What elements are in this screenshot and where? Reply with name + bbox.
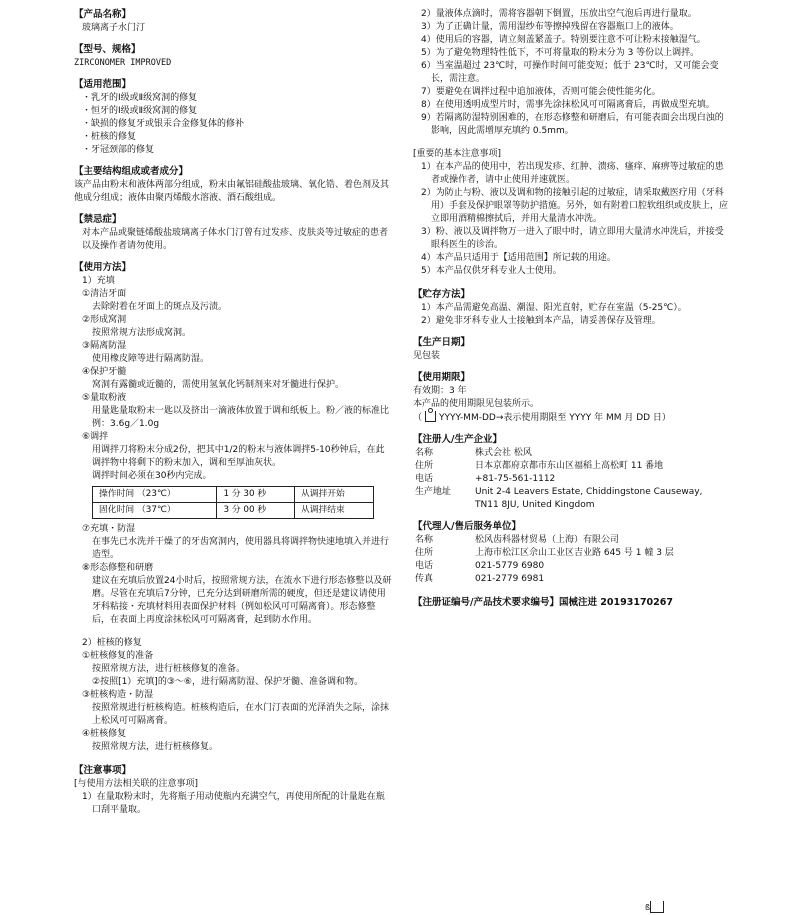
info-value: 021-5779 6980 xyxy=(475,561,545,571)
note-item: 3）粉、液以及调拌物万一进入了眼中时，请立即用大量清水冲洗后，并接受眼科医生的诊治。 xyxy=(421,227,724,250)
registrant-section xyxy=(413,433,729,512)
agent-heading: 【代理人/售后服务单位】 xyxy=(413,521,521,532)
usage-heading: 【使用方法】 xyxy=(74,262,132,273)
important-notes-heading: [重要的基本注意事项] xyxy=(413,149,502,159)
note-item: 2）量液体点滴时，需将容器朝下倒置，压放出空气泡后再进行量取。 xyxy=(421,9,697,19)
usage-part-title: 1）充填 xyxy=(82,276,115,286)
step-title: ②按照[1）充填]的③～⑥，进行隔离防湿、保护牙髓、准备调和物。 xyxy=(92,677,363,687)
product-name-value: 玻璃离子水门汀 xyxy=(82,23,146,33)
scope-item: ・牙冠颈部的修复 xyxy=(82,145,155,155)
step-title: ③桩核构造・防湿 xyxy=(82,690,154,700)
table-cell: 3 分 00 秒 xyxy=(217,503,294,519)
note-item: 8）在使用透明成型片时，需事先涂抹松风可可隔离膏后，再做成型充填。 xyxy=(421,100,715,110)
step-desc: 按照常规方法，进行桩核修复的准备。 xyxy=(92,664,246,674)
step-desc: 建议在充填后放置24小时后，按照常规方法，在流水下进行形态修整以及研磨。尽管在充填后7分钟，已充分达到研磨所需的硬度，但还是建议请使用牙科粘接・充填材料用表面保护材料（例如松风可可隔离膏）。形态修整后，在表面上再度涂抹松风可可隔离膏，起到防水作用。 xyxy=(92,576,392,625)
note-item: 5）为了避免物理特性低下，不可将量取的粉末分为 3 等份以上调拌。 xyxy=(421,48,700,58)
registrant-heading: 【注册人/生产企业】 xyxy=(413,434,502,445)
agent-section xyxy=(413,520,729,586)
table-cell: 1 分 30 秒 xyxy=(217,487,294,503)
scope-item: ・缺损的修复牙或银汞合金修复体的修补 xyxy=(82,119,245,129)
expiry-paren: （ xyxy=(413,413,423,423)
note-item: 6）当室温超过 23℃时，可操作时间可能变短；低于 23℃时，又可能会变长，需注意。 xyxy=(421,61,719,84)
note-item: 1）在本产品的使用中，若出现发疹、红肿、溃疡、瘙痒、麻痹等过敏症的患者或操作者，请中止使用并速就医。 xyxy=(421,162,724,185)
info-value: Unit 2-4 Leavers Estate, Chiddingstone Causeway, TN11 8JU, United Kingdom xyxy=(475,487,703,510)
step-desc: 按照常规方法形成窝洞。 xyxy=(92,328,192,338)
info-value: 上海市松江区佘山工业区吉业路 645 号 1 幢 3 层 xyxy=(475,548,674,558)
step-title: ①清洁牙面 xyxy=(82,289,127,299)
notes-subheading: [与使用方法相关联的注意事项] xyxy=(74,779,199,789)
scope-item: ・乳牙的Ⅰ级或Ⅱ级窝洞的修复 xyxy=(82,93,198,103)
info-label: 传真 xyxy=(415,574,434,584)
storage-section xyxy=(413,288,729,328)
note-item: 4）本产品只适用于【适用范围】所记载的用途。 xyxy=(421,253,616,263)
step-title: ⑤量取粉液 xyxy=(82,393,127,403)
info-label: 名称 xyxy=(415,448,434,458)
contraindication-heading: 【禁忌症】 xyxy=(74,214,122,225)
note-item: 2）为防止与粉、液以及调和物的接触引起的过敏症，请采取戴医疗用（牙科用）手套及保护眼罩等防护措施。另外，如有附着口腔软组织或皮肤上，应立即用酒精棉擦拭后，并用大量清水冲洗。 xyxy=(421,188,729,224)
expiry-line: 有效期：3 年 xyxy=(413,386,467,396)
usage-section xyxy=(74,261,392,754)
step-title: ⑥调拌 xyxy=(82,432,109,442)
step-desc: 按照常规方法，进行桩核修复。 xyxy=(92,742,219,752)
model-value: ZIRCONOMER IMPROVED xyxy=(74,58,172,68)
notes-heading: 【注意事项】 xyxy=(74,765,132,776)
registration-number: 【注册证编号/产品技术要求编号】国械注进 20193170267 xyxy=(413,597,673,608)
contraindication-section xyxy=(74,213,392,253)
scope-heading: 【适用范围】 xyxy=(74,79,132,90)
table-row xyxy=(93,503,374,519)
note-item: 7）要避免在调拌过程中追加液体，否则可能会使性能劣化。 xyxy=(421,87,661,97)
info-label: 生产地址 xyxy=(415,487,452,497)
registration-section xyxy=(413,596,729,609)
product-name-heading: 【产品名称】 xyxy=(74,9,132,20)
table-cell: 从调拌开始 xyxy=(294,487,373,503)
note-item: 5）本产品仅供牙科专业人士使用。 xyxy=(421,266,562,276)
step-desc: 用量匙量取粉末一匙以及挤出一滴液体放置于调和纸板上。粉／液的标准比例：3.6g／1.0g xyxy=(92,406,390,429)
expiry-line: 本产品的使用期限见包装所示。 xyxy=(413,399,540,409)
note-item: 3）为了正确计量，需用湿纱布等擦掉残留在容器瓶口上的液体。 xyxy=(421,22,679,32)
info-label: 电话 xyxy=(415,474,434,484)
expiry-line: YYYY-MM-DD→表示使用期限至 YYYY 年 MM 月 DD 日） xyxy=(439,413,671,423)
note-item: 4）使用后的容器，请立刻盖紧盖子。特别要注意不可让粉末接触湿气。 xyxy=(421,35,706,45)
info-value: 松风齿科器材贸易（上海）有限公司 xyxy=(475,535,620,545)
composition-heading: 【主要结构组成或者成分】 xyxy=(74,166,189,177)
step-desc: 去除附着在牙面上的斑点及污渍。 xyxy=(92,302,228,312)
mixing-time-table xyxy=(92,486,374,519)
table-cell: 从调拌结束 xyxy=(294,503,373,519)
storage-item: 2）避免非牙科专业人士接触到本产品，请妥善保存及管理。 xyxy=(421,316,661,326)
scope-item: ・桩核的修复 xyxy=(82,132,137,142)
step-desc: 在事先已水洗并干燥了的牙齿窝洞内，使用器具将调拌物快速地填入并进行造型。 xyxy=(92,537,390,560)
scope-item: ・恒牙的Ⅰ级或Ⅱ级窝洞的修复 xyxy=(82,106,198,116)
left-column xyxy=(74,8,392,825)
step-desc: 按照常规进行桩核构造。桩核构造后，在水门汀表面的光泽消失之际，涂抹上松风可可隔离膏。 xyxy=(92,703,390,726)
footer-glyph: ß xyxy=(645,903,651,912)
notes-section xyxy=(74,764,392,817)
step-title: ⑧形态修整和研磨 xyxy=(82,563,154,573)
step-desc: 使用橡皮障等进行隔离防湿。 xyxy=(92,354,210,364)
info-label: 住所 xyxy=(415,548,434,558)
info-value: 日本京都府京都市东山区福稻上高松町 11 番地 xyxy=(475,461,664,471)
step-desc: 用调拌刀将粉末分成2份，把其中1/2的粉末与液体调拌5-10秒钟后，在此调拌物中将剩下的粉末加入，调和至厚油灰状。 xyxy=(92,445,385,468)
step-desc: 窝洞有露髓或近髓的，需使用氢氧化钙制剂来对牙髓进行保护。 xyxy=(92,380,345,390)
info-label: 电话 xyxy=(415,561,434,571)
usage-part-title: 2）桩核的修复 xyxy=(82,638,142,648)
container-icon xyxy=(650,901,664,913)
composition-text: 该产品由粉末和液体两部分组成，粉末由氟铝硅酸盐玻璃、氧化锆、着色剂及其他成分组成；液体由聚丙烯酸水溶液、酒石酸组成。 xyxy=(74,180,390,203)
hourglass-expiry-icon xyxy=(425,411,436,422)
storage-heading: 【贮存方法】 xyxy=(413,289,471,300)
footer-symbol xyxy=(645,901,664,914)
production-date-value: 见包装 xyxy=(413,351,441,361)
notes-continued xyxy=(413,8,729,138)
production-date-section xyxy=(413,336,729,363)
product-name-section xyxy=(74,8,392,35)
expiry-symbol-line xyxy=(413,411,729,425)
note-item: 1）在量取粉末时，先将瓶子用动使瓶内充满空气，再使用所配的计量匙在瓶口刮平量取。 xyxy=(82,792,385,815)
registrant-info xyxy=(413,447,729,512)
right-column xyxy=(413,8,729,617)
step-title: ⑦充填・防湿 xyxy=(82,524,136,534)
table-row xyxy=(93,487,374,503)
table-cell: 操作时间 （23℃） xyxy=(93,487,217,503)
important-notes-section xyxy=(413,148,729,278)
model-heading: 【型号、规格】 xyxy=(74,44,141,55)
info-value: +81-75-561-1112 xyxy=(475,474,556,484)
info-label: 住所 xyxy=(415,461,434,471)
expiry-section xyxy=(413,371,729,425)
storage-item: 1）本产品需避免高温、潮湿、阳光直射，贮存在室温（5-25℃）。 xyxy=(421,303,687,313)
contraindication-text: 对本产品或聚链烯酸盐玻璃离子体水门汀曾有过发疹、皮肤炎等过敏症的患者以及操作者请勿使用。 xyxy=(82,228,389,251)
info-label: 名称 xyxy=(415,535,434,545)
composition-section xyxy=(74,165,392,205)
table-cell: 固化时间 （37℃） xyxy=(93,503,217,519)
expiry-heading: 【使用期限】 xyxy=(413,372,471,383)
agent-info xyxy=(413,534,729,586)
step-title: ④桩核修复 xyxy=(82,729,127,739)
production-date-heading: 【生产日期】 xyxy=(413,337,471,348)
note-item: 9）若隔离防湿特别困难的，在形态修整和研磨后，有可能表面会出现白浊的影响，因此需增厚充填约 0.5mm。 xyxy=(421,113,724,136)
model-section xyxy=(74,43,392,70)
scope-section xyxy=(74,78,392,157)
info-value: 021-2779 6981 xyxy=(475,574,545,584)
info-value: 株式会社 松风 xyxy=(475,448,532,458)
step-note: 调拌时间必须在30秒内完成。 xyxy=(92,471,212,481)
step-title: ①桩核修复的准备 xyxy=(82,651,154,661)
step-title: ④保护牙髓 xyxy=(82,367,127,377)
step-title: ②形成窝洞 xyxy=(82,315,127,325)
step-title: ③隔离防湿 xyxy=(82,341,127,351)
